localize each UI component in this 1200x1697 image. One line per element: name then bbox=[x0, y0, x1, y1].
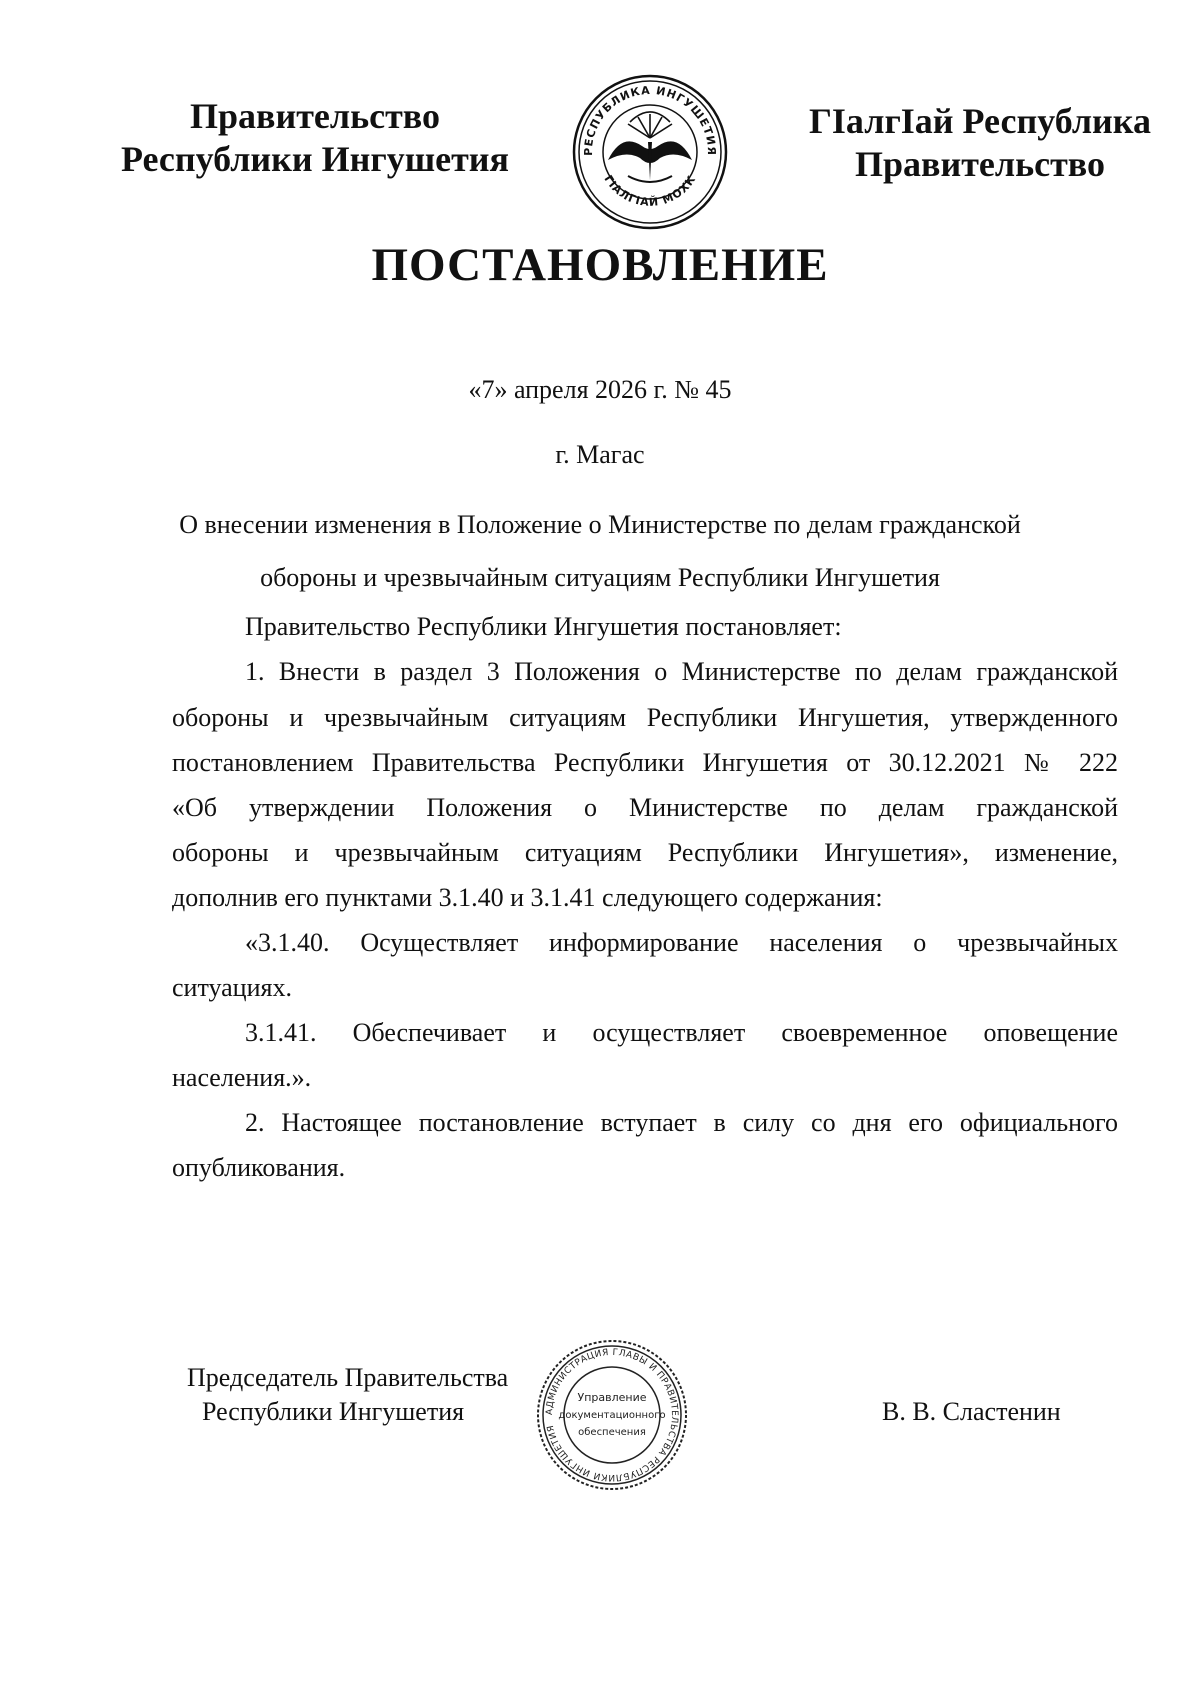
item1-line: постановлением Правительства Республики Ингушетия от 30.12.2021 № 222 bbox=[172, 748, 1118, 777]
item2-line: 2. Настоящее постановление вступает в силу со дня его официального bbox=[245, 1108, 1118, 1137]
preamble: Правительство Республики Ингушетия постановляет: bbox=[245, 612, 842, 641]
header-left-line2: Республики Ингушетия bbox=[120, 139, 510, 179]
seal-center-line1: Управление bbox=[577, 1391, 647, 1404]
item1-line: обороны и чрезвычайным ситуациям Республики Ингушетия», изменение, bbox=[172, 838, 1118, 867]
document-city: г. Магас bbox=[555, 440, 645, 469]
signature-role-line2: Республики Ингушетия bbox=[202, 1397, 465, 1426]
state-emblem-icon bbox=[570, 72, 730, 232]
emblem-sun-rays bbox=[628, 112, 672, 138]
signature-name: В. В. Сластенин bbox=[882, 1397, 1061, 1426]
document-title: ПОСТАНОВЛЕНИЕ bbox=[371, 239, 829, 291]
emblem-bottom-text: ГIАЛГIАЙ МОХК bbox=[601, 172, 699, 209]
seal-ring-text: АДМИНИСТРАЦИЯ ГЛАВЫ И ПРАВИТЕЛЬСТВА РЕСПУБЛИКИ ИНГУШЕТИЯ bbox=[544, 1347, 680, 1483]
clause-3-1-41-line: населения.». bbox=[172, 1063, 312, 1092]
document-subject-line2: обороны и чрезвычайным ситуациям Республики Ингушетия bbox=[260, 563, 940, 592]
header-left-line1: Правительство bbox=[190, 96, 440, 136]
clause-3-1-41-line: 3.1.41. Обеспечивает и осуществляет своевременное оповещение bbox=[245, 1018, 1118, 1047]
clause-3-1-40-line: ситуациях. bbox=[172, 973, 292, 1002]
item1-line: 1. Внести в раздел 3 Положения о Министерстве по делам гражданской bbox=[245, 657, 1118, 686]
emblem-top-text: РЕСПУБЛИКА ИНГУШЕТИЯ bbox=[581, 83, 719, 156]
header-right-line2: Правительство bbox=[855, 144, 1105, 184]
signature-role-line1: Председатель Правительства bbox=[187, 1363, 509, 1392]
item2-line: опубликования. bbox=[172, 1153, 346, 1182]
item1-line: «Об утверждении Положения о Министерстве по делам гражданской bbox=[172, 793, 1118, 822]
document-date-number: «7» апреля 2026 г. № 45 bbox=[468, 375, 732, 404]
seal-center-line3: обеспечения bbox=[578, 1427, 646, 1438]
seal-center-line2: документационного bbox=[558, 1410, 666, 1421]
document-subject-line1: О внесении изменения в Положение о Министерстве по делам гражданской bbox=[179, 510, 1021, 539]
header-right-block bbox=[785, 100, 1175, 186]
header-right-line1: ГIалгIай Республика bbox=[809, 101, 1151, 141]
clause-3-1-40-line: «3.1.40. Осуществляет информирование населения о чрезвычайных bbox=[245, 928, 1118, 957]
item1-line: дополнив его пунктами 3.1.40 и 3.1.41 следующего содержания: bbox=[172, 883, 883, 912]
official-seal-stamp bbox=[532, 1335, 692, 1495]
header-left-block bbox=[95, 95, 535, 181]
item1-line: обороны и чрезвычайным ситуациям Республики Ингушетия, утвержденного bbox=[172, 703, 1118, 732]
